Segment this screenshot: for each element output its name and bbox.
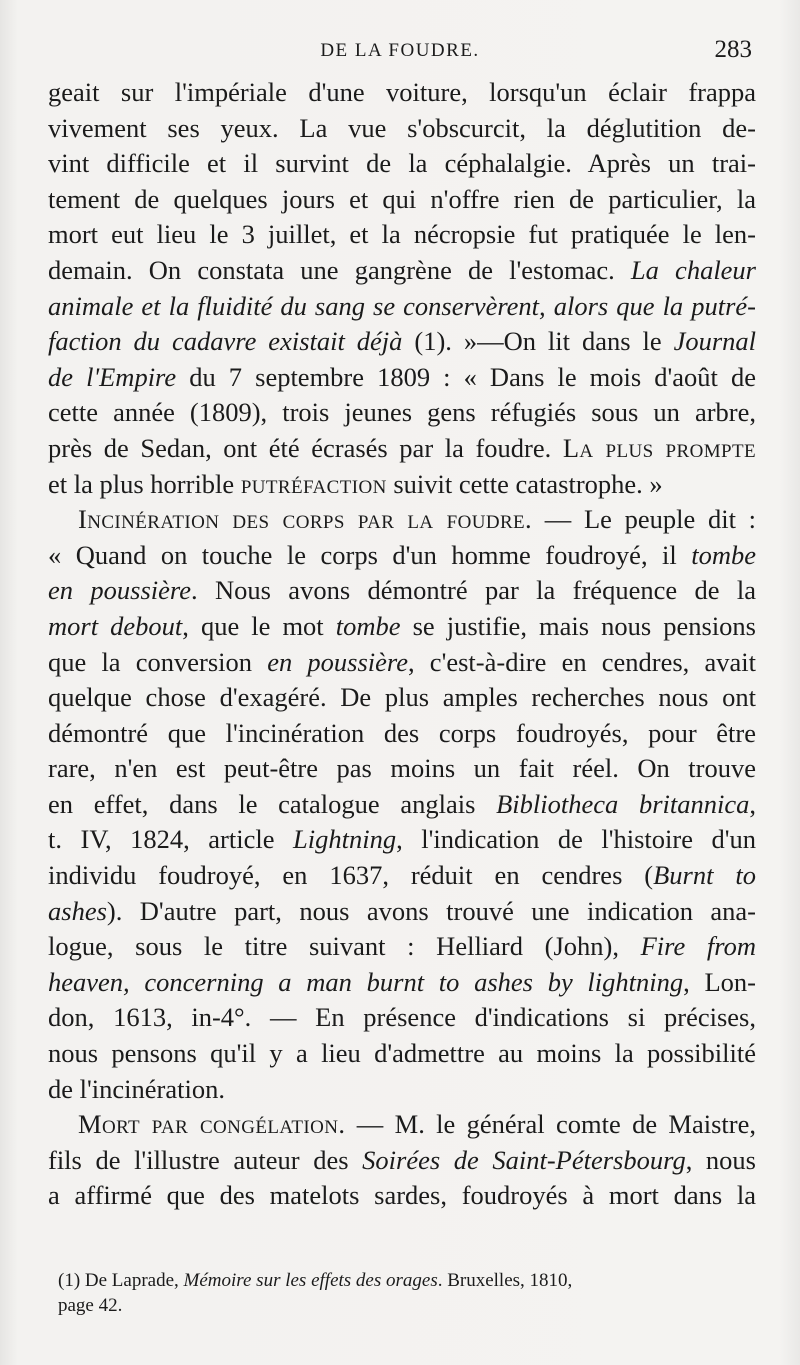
text-run: rare, n'en est peut-être pas moins un fait réel. On trouve bbox=[48, 753, 756, 784]
italic-text: Lightning bbox=[293, 824, 397, 855]
italic-text: en poussière bbox=[48, 575, 191, 606]
text-run: que la conversion bbox=[48, 646, 268, 677]
text-run: , nous bbox=[685, 1144, 756, 1175]
text-run: en effet, dans le catalogue anglais bbox=[48, 788, 497, 819]
text-run: , Lon- bbox=[683, 966, 756, 997]
text-line bbox=[48, 965, 756, 1001]
text-line bbox=[48, 467, 756, 503]
text-run: et la plus horrible bbox=[48, 468, 241, 499]
italic-text: Bibliotheca britannica bbox=[496, 788, 750, 819]
text-line bbox=[48, 217, 756, 253]
text-run: se justifie, mais nous pensions bbox=[400, 610, 756, 641]
text-run: demain. On constata une gangrène de l'estomac. bbox=[48, 254, 631, 285]
text-line bbox=[48, 716, 756, 752]
text-line bbox=[48, 1178, 756, 1214]
text-run: démontré que l'incinération des corps foudroyés, pour être bbox=[48, 717, 756, 748]
text-run: vint difficile et il survint de la céphalalgie. Après un trai- bbox=[48, 148, 756, 179]
small-caps-text: Incinération des corps par la foudre. bbox=[78, 504, 533, 535]
text-line bbox=[48, 360, 756, 396]
footnote-text: (1) De Laprade, bbox=[58, 1270, 184, 1291]
text-line bbox=[48, 822, 756, 858]
text-line bbox=[48, 929, 756, 965]
text-run: individu foudroyé, en 1637, réduit en cendres ( bbox=[48, 860, 654, 891]
text-line bbox=[48, 1036, 756, 1072]
text-line bbox=[48, 111, 756, 147]
text-run: , c'est-à-dire en cendres, avait bbox=[408, 646, 756, 677]
italic-text: tombe bbox=[691, 539, 756, 570]
text-run: du 7 septembre 1809 : « Dans le mois d'août de bbox=[176, 361, 756, 392]
text-run: de l'incinération. bbox=[48, 1073, 225, 1104]
text-line bbox=[48, 431, 756, 467]
small-caps-text: La plus prompte bbox=[562, 432, 756, 463]
italic-text: La chaleur bbox=[630, 254, 756, 285]
italic-text: mort debout bbox=[48, 610, 183, 641]
text-run: mort eut lieu le 3 juillet, et la nécropsie fut pratiquée le len- bbox=[48, 219, 756, 250]
text-line bbox=[48, 324, 756, 360]
text-run: suivit cette catastrophe. » bbox=[386, 468, 663, 499]
body-text bbox=[48, 75, 756, 1214]
text-line bbox=[48, 395, 756, 431]
footnotes bbox=[58, 1268, 758, 1318]
text-line bbox=[48, 1143, 756, 1179]
footnote-text: . Bruxelles, 1810, bbox=[437, 1270, 573, 1291]
italic-text: animale et la fluidité du sang se conservèrent, alors que la putré- bbox=[48, 290, 756, 321]
italic-text: tombe bbox=[335, 610, 401, 641]
italic-text: Soirées de Saint-Pétersbourg bbox=[362, 1144, 686, 1175]
small-caps-text: Mort par congélation. bbox=[78, 1109, 346, 1140]
text-run: cette année (1809), trois jeunes gens réfugiés sous un arbre, bbox=[48, 397, 756, 428]
text-run: logue, sous le titre suivant : Helliard (John), bbox=[48, 931, 641, 962]
italic-text: heaven, concerning a man burnt to ashes by lightning bbox=[48, 966, 684, 997]
running-head: DE LA FOUDRE. bbox=[320, 40, 480, 61]
text-run: — M. le général comte de Maistre, bbox=[345, 1109, 756, 1140]
footnote-line bbox=[58, 1268, 758, 1293]
italic-text: Fire from bbox=[640, 931, 756, 962]
text-line bbox=[48, 75, 756, 111]
text-run: « Quand on touche le corps d'un homme foudroyé, il bbox=[48, 539, 692, 570]
italic-text: faction du cadavre existait déjà bbox=[48, 326, 403, 357]
page-number: 283 bbox=[714, 36, 752, 63]
footnote-line bbox=[58, 1293, 758, 1318]
text-line bbox=[48, 1072, 756, 1108]
text-line bbox=[48, 645, 756, 681]
text-run: , l'indication de l'histoire d'un bbox=[396, 824, 756, 855]
text-line bbox=[48, 1107, 756, 1143]
text-run: , bbox=[749, 788, 756, 819]
text-run: . Nous avons démontré par la fréquence de la bbox=[190, 575, 756, 606]
italic-text: Burnt to bbox=[653, 860, 756, 891]
text-line bbox=[48, 182, 756, 218]
text-line bbox=[48, 146, 756, 182]
text-run: (1). »—On lit dans le bbox=[402, 326, 674, 357]
text-line bbox=[48, 253, 756, 289]
text-line bbox=[48, 289, 756, 325]
text-run: quelque chose d'exagéré. De plus amples recherches nous ont bbox=[48, 682, 756, 713]
italic-text: Journal bbox=[673, 326, 756, 357]
text-run: fils de l'illustre auteur des bbox=[48, 1144, 363, 1175]
text-line bbox=[48, 538, 756, 574]
text-line bbox=[48, 502, 756, 538]
text-line bbox=[48, 680, 756, 716]
text-line bbox=[48, 751, 756, 787]
small-caps-text: putréfaction bbox=[240, 468, 387, 499]
text-run: près de Sedan, ont été écrasés par la foudre. bbox=[48, 432, 563, 463]
footnote-title: Mémoire sur les effets des orages bbox=[183, 1270, 438, 1291]
text-run: , que le mot bbox=[182, 610, 336, 641]
text-line bbox=[48, 858, 756, 894]
text-run: t. IV, 1824, article bbox=[48, 824, 293, 855]
italic-text: de l'Empire bbox=[48, 361, 177, 392]
text-line bbox=[48, 894, 756, 930]
text-line bbox=[48, 573, 756, 609]
italic-text: ashes bbox=[48, 895, 107, 926]
text-line bbox=[48, 609, 756, 645]
text-run: tement de quelques jours et qui n'offre rien de particulier, la bbox=[48, 183, 756, 214]
footnote-text: page 42. bbox=[58, 1295, 123, 1316]
text-run: ). D'autre part, nous avons trouvé une indication ana- bbox=[106, 895, 756, 926]
page-header bbox=[0, 34, 800, 74]
italic-text: en poussière bbox=[267, 646, 408, 677]
text-run: nous pensons qu'il y a lieu d'admettre au moins la possibilité bbox=[48, 1038, 756, 1069]
text-run: don, 1613, in-4°. — En présence d'indications si précises, bbox=[48, 1002, 756, 1033]
text-line bbox=[48, 787, 756, 823]
text-line bbox=[48, 1000, 756, 1036]
text-run: a affirmé que des matelots sardes, foudroyés à mort dans la bbox=[48, 1180, 756, 1211]
text-run: geait sur l'impériale d'une voiture, lorsqu'un éclair frappa bbox=[48, 77, 756, 107]
text-run: vivement ses yeux. La vue s'obscurcit, la déglutition de- bbox=[48, 112, 756, 143]
text-run: — Le peuple dit : bbox=[532, 504, 756, 535]
